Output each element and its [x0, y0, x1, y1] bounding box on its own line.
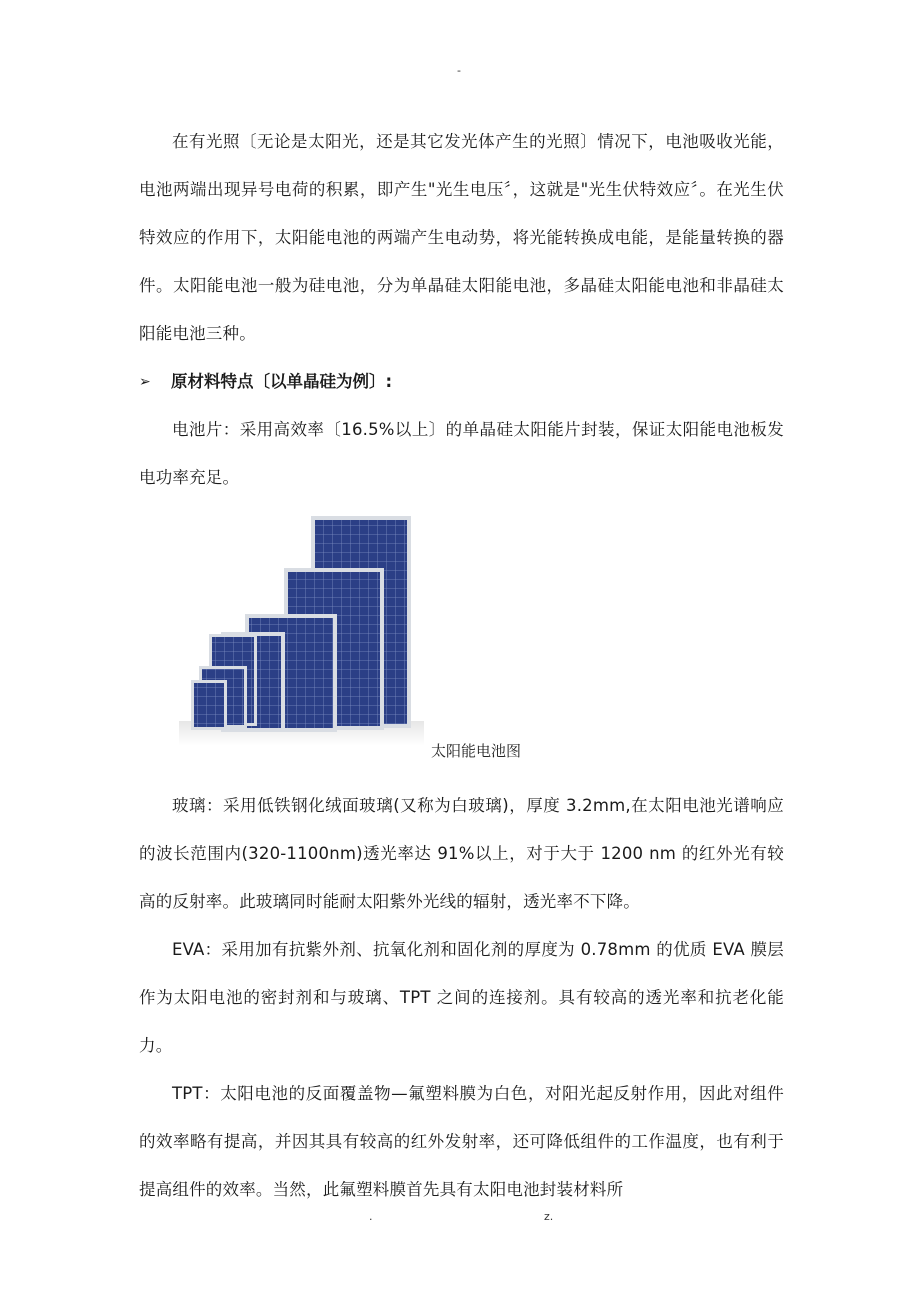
- paragraph-tpt: TPT：太阳电池的反面覆盖物—氟塑料膜为白色，对阳光起反射作用，因此对组件的效率略有提高，并因其具有较高的红外发射率，还可降低组件的工作温度，也有利于提高组件的效率。当然，此氟塑料膜首先具有太阳电池封装材料所: [139, 1084, 784, 1199]
- section-heading: [139, 358, 784, 406]
- footer-right-mark: z.: [544, 1210, 554, 1223]
- paragraph-cell: 电池片：采用高效率〔16.5%以上〕的单晶硅太阳能片封装，保证太阳能电池板发电功率充足。: [139, 420, 784, 487]
- figure-caption: 太阳能电池图: [431, 742, 522, 760]
- panel-smallest: [191, 680, 227, 730]
- paragraph-eva: EVA：采用加有抗紫外剂、抗氧化剂和固化剂的厚度为 0.78mm 的优质 EVA 膜层作为太阳电池的密封剂和与玻璃、TPT 之间的连接剂。具有较高的透光率和抗老化能力。: [139, 940, 784, 1055]
- solar-panel-illustration: [179, 516, 424, 746]
- header-mark: -: [457, 64, 461, 77]
- footer-left-mark: .: [369, 1210, 373, 1223]
- section-heading-text: 原材料特点〔以单晶硅为例〕:: [171, 372, 393, 391]
- paragraph-intro: 在有光照〔无论是太阳光，还是其它发光体产生的光照〕情况下，电池吸收光能，电池两端出现异号电荷的积累，即产生"光生电压〞，这就是"光生伏特效应〞。在光生伏特效应的作用下，太阳能电池的两端产生电动势，将光能转换成电能，是能量转换的器件。太阳能电池一般为硅电池，分为单晶硅太阳能电池，多晶硅太阳能电池和非晶硅太阳能电池三种。: [139, 132, 784, 343]
- solar-panel-figure: [139, 502, 784, 782]
- paragraph-glass: 玻璃：采用低铁钢化绒面玻璃(又称为白玻璃)，厚度 3.2mm,在太阳电池光谱响应的波长范围内(320-1100nm)透光率达 91%以上，对于大于 1200 nm 的红外光有较高的反射率。此玻璃同时能耐太阳紫外光线的辐射，透光率不下降。: [139, 796, 784, 911]
- arrowhead-bullet-icon: ➢: [139, 374, 151, 390]
- document-body: [139, 118, 784, 1214]
